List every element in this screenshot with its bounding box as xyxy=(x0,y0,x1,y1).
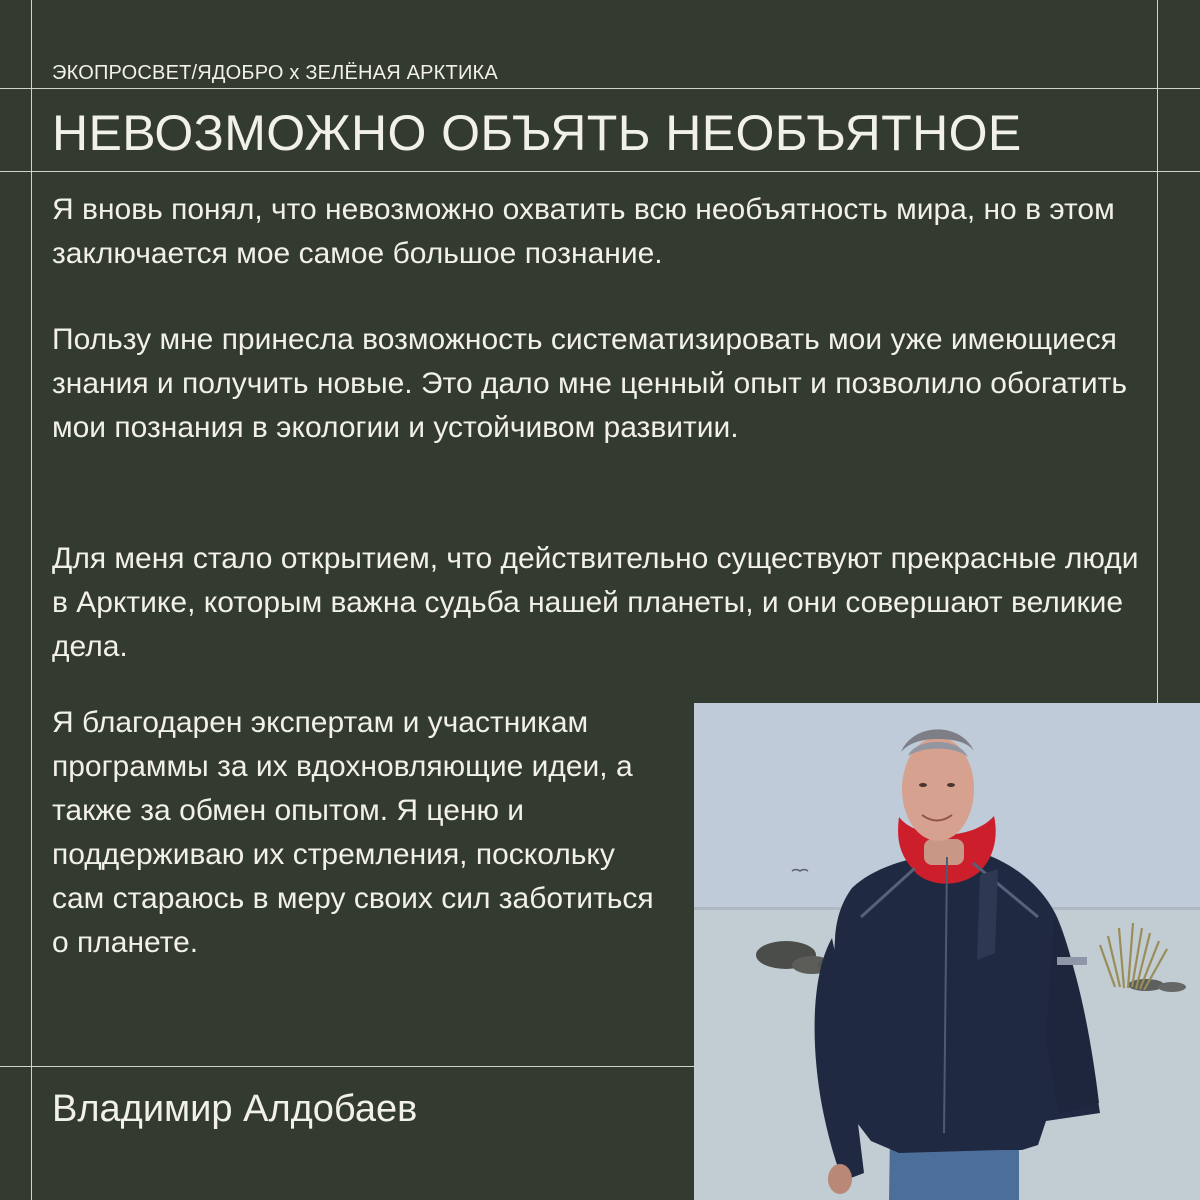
sleeve-patch xyxy=(1057,957,1087,965)
left-eye xyxy=(919,783,927,787)
photo-illustration xyxy=(694,703,1200,1200)
right-eye xyxy=(947,783,955,787)
neck xyxy=(924,839,964,865)
hand xyxy=(828,1164,852,1194)
page-title: НЕВОЗМОЖНО ОБЪЯТЬ НЕОБЪЯТНОЕ xyxy=(52,105,1022,161)
paragraph-4: Я благодарен экспертам и участникам программы за их вдохновляющие идеи, а также за обмен опытом. Я ценю и поддерживаю их стремления, поскольку сам стараюсь в меру своих сил заботиться о планете. xyxy=(52,706,654,959)
grid-line-left xyxy=(31,0,32,1200)
author-name: Владимир Алдобаев xyxy=(52,1088,418,1130)
paragraph-1: Я вновь понял, что невозможно охватить всю необъятность мира, но в этом заключается мое самое большое познание. xyxy=(52,193,1115,270)
grid-line-header-bottom xyxy=(0,171,1200,172)
chest-strip xyxy=(977,869,998,960)
paragraph-2: Пользу мне принесла возможность систематизировать мои уже имеющиеся знания и получить новые. Это дало мне ценный опыт и позволило обогатить мои познания в экологии и устойчивом развитии. xyxy=(52,323,1128,444)
grid-line-top xyxy=(0,88,1200,89)
paragraph-3: Для меня стало открытием, что действительно существуют прекрасные люди в Арктике, которым важна судьба нашей планеты, и они совершают великие дела. xyxy=(52,542,1139,663)
author-photo xyxy=(694,703,1200,1200)
kicker-label: ЭКОПРОСВЕТ/ЯДОБРО x ЗЕЛЁНАЯ АРКТИКА xyxy=(52,62,498,84)
